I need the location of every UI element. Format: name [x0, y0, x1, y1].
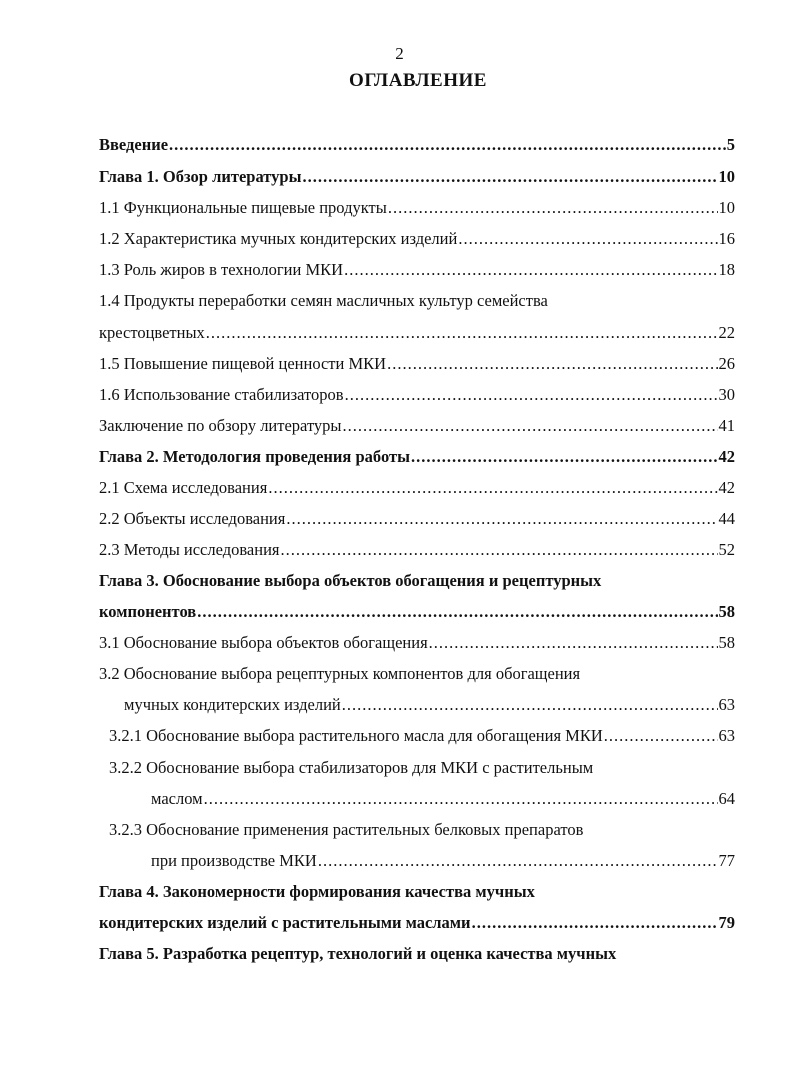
toc-entry-1-4-line1[interactable]: 1.4 Продукты переработки семян масличных культур семейства	[99, 291, 548, 310]
page-number: 2	[395, 44, 404, 63]
toc-entry-chapter-3[interactable]	[99, 601, 735, 623]
toc-entry-chapter-1[interactable]	[99, 166, 735, 188]
toc-entry-1-3[interactable]	[99, 259, 735, 281]
dot-leader	[268, 477, 717, 499]
dot-leader	[303, 166, 718, 188]
dot-leader	[411, 446, 718, 468]
toc-entry-text: 1.2 Характеристика мучных кондитерских изделий	[99, 229, 458, 248]
toc-entry-text: 3.1 Обоснование выбора объектов обогащения	[99, 633, 428, 652]
toc-entry-3-2-2[interactable]	[151, 788, 735, 810]
dot-leader	[318, 850, 718, 872]
dot-leader	[343, 415, 718, 437]
toc-entry-text: 1.6 Использование стабилизаторов	[99, 385, 344, 404]
toc-entry-page: 42	[718, 447, 735, 466]
toc-entry-2-2[interactable]	[99, 508, 735, 530]
toc-entry-text: Глава 1. Обзор литературы	[99, 167, 302, 186]
toc-entry-page: 26	[718, 354, 735, 373]
toc-entry-1-4[interactable]	[99, 322, 735, 344]
toc-entry-text: компонентов	[99, 602, 197, 621]
toc-entry-page: 42	[718, 478, 735, 497]
toc-entry-page: 10	[718, 167, 735, 186]
dot-leader	[342, 694, 718, 716]
dot-leader	[388, 197, 718, 219]
toc-entry-text: мучных кондитерских изделий	[124, 695, 341, 714]
toc-entry-text: 1.5 Повышение пищевой ценности МКИ	[99, 354, 387, 373]
dot-leader	[345, 384, 718, 406]
toc-entry-introduction[interactable]	[99, 134, 735, 156]
toc-entry-chapter-4[interactable]	[99, 912, 735, 934]
dot-leader	[604, 725, 718, 747]
toc-entry-text: при производстве МКИ	[151, 851, 317, 870]
toc-entry-1-6[interactable]	[99, 384, 735, 406]
toc-entry-page: 22	[718, 323, 735, 342]
dot-leader	[281, 539, 718, 561]
dot-leader	[206, 322, 718, 344]
toc-entry-page: 63	[718, 695, 735, 714]
dot-leader	[204, 788, 718, 810]
toc-entry-2-3[interactable]	[99, 539, 735, 561]
toc-entry-3-2-2-line1[interactable]: 3.2.2 Обоснование выбора стабилизаторов для МКИ с растительным	[109, 758, 594, 777]
toc-entry-literature-conclusion[interactable]	[99, 415, 735, 437]
toc-entry-3-1[interactable]	[99, 632, 735, 654]
toc-entry-text: 1.3 Роль жиров в технологии МКИ	[99, 260, 344, 279]
toc-entry-2-1[interactable]	[99, 477, 735, 499]
toc-entry-text: Введение	[99, 135, 169, 154]
toc-entry-1-2[interactable]	[99, 228, 735, 250]
toc-entry-page: 58	[718, 602, 735, 621]
toc-entry-page: 58	[718, 633, 735, 652]
toc-entry-text: 3.2.1 Обоснование выбора растительного масла для обогащения МКИ	[109, 726, 603, 745]
toc-entry-page: 10	[718, 198, 735, 217]
toc-entry-chapter-4-line1[interactable]: Глава 4. Закономерности формирования качества мучных	[99, 882, 535, 901]
dot-leader	[387, 353, 717, 375]
toc-entry-1-5[interactable]	[99, 353, 735, 375]
toc-entry-text: 2.2 Объекты исследования	[99, 509, 286, 528]
toc-entry-text: 2.1 Схема исследования	[99, 478, 268, 497]
dot-leader	[344, 259, 717, 281]
toc-entry-page: 79	[718, 913, 735, 932]
dot-leader	[169, 134, 726, 156]
toc-entry-page: 16	[718, 229, 735, 248]
toc-title: ОГЛАВЛЕНИЕ	[349, 70, 487, 91]
toc-entry-page: 30	[718, 385, 735, 404]
dot-leader	[197, 601, 717, 623]
toc-entry-3-2-3[interactable]	[151, 850, 735, 872]
toc-entry-chapter-5-line1[interactable]: Глава 5. Разработка рецептур, технологий и оценка качества мучных	[99, 944, 617, 963]
toc-entry-page: 64	[718, 789, 735, 808]
toc-entry-text: Глава 2. Методология проведения работы	[99, 447, 410, 466]
toc-entry-text: Заключение по обзору литературы	[99, 416, 342, 435]
toc-entry-3-2-3-line1[interactable]: 3.2.3 Обоснование применения растительных белковых препаратов	[109, 820, 584, 839]
toc-entry-page: 77	[718, 851, 735, 870]
toc-entry-chapter-2[interactable]	[99, 446, 735, 468]
toc-entry-text: маслом	[151, 789, 203, 808]
toc-entry-1-1[interactable]	[99, 197, 735, 219]
toc-entry-text: 1.1 Функциональные пищевые продукты	[99, 198, 387, 217]
dot-leader	[458, 228, 717, 250]
toc-entry-page: 44	[718, 509, 735, 528]
toc-entry-text: 2.3 Методы исследования	[99, 540, 280, 559]
toc-entry-chapter-3-line1[interactable]: Глава 3. Обоснование выбора объектов обогащения и рецептурных	[99, 571, 602, 590]
toc-entry-text: кондитерских изделий с растительными маслами	[99, 913, 471, 932]
toc-entry-page: 18	[718, 260, 735, 279]
toc-entry-3-2-line1[interactable]: 3.2 Обоснование выбора рецептурных компонентов для обогащения	[99, 664, 581, 683]
toc-entry-page: 52	[718, 540, 735, 559]
toc-entry-page: 63	[718, 726, 735, 745]
dot-leader	[429, 632, 718, 654]
dot-leader	[286, 508, 717, 530]
toc-entry-3-2-1[interactable]	[109, 725, 735, 747]
toc-entry-3-2[interactable]	[124, 694, 735, 716]
dot-leader	[472, 912, 718, 934]
toc-entry-page: 41	[718, 416, 735, 435]
toc-entry-text: крестоцветных	[99, 323, 205, 342]
toc-entry-page: 5	[726, 135, 735, 154]
